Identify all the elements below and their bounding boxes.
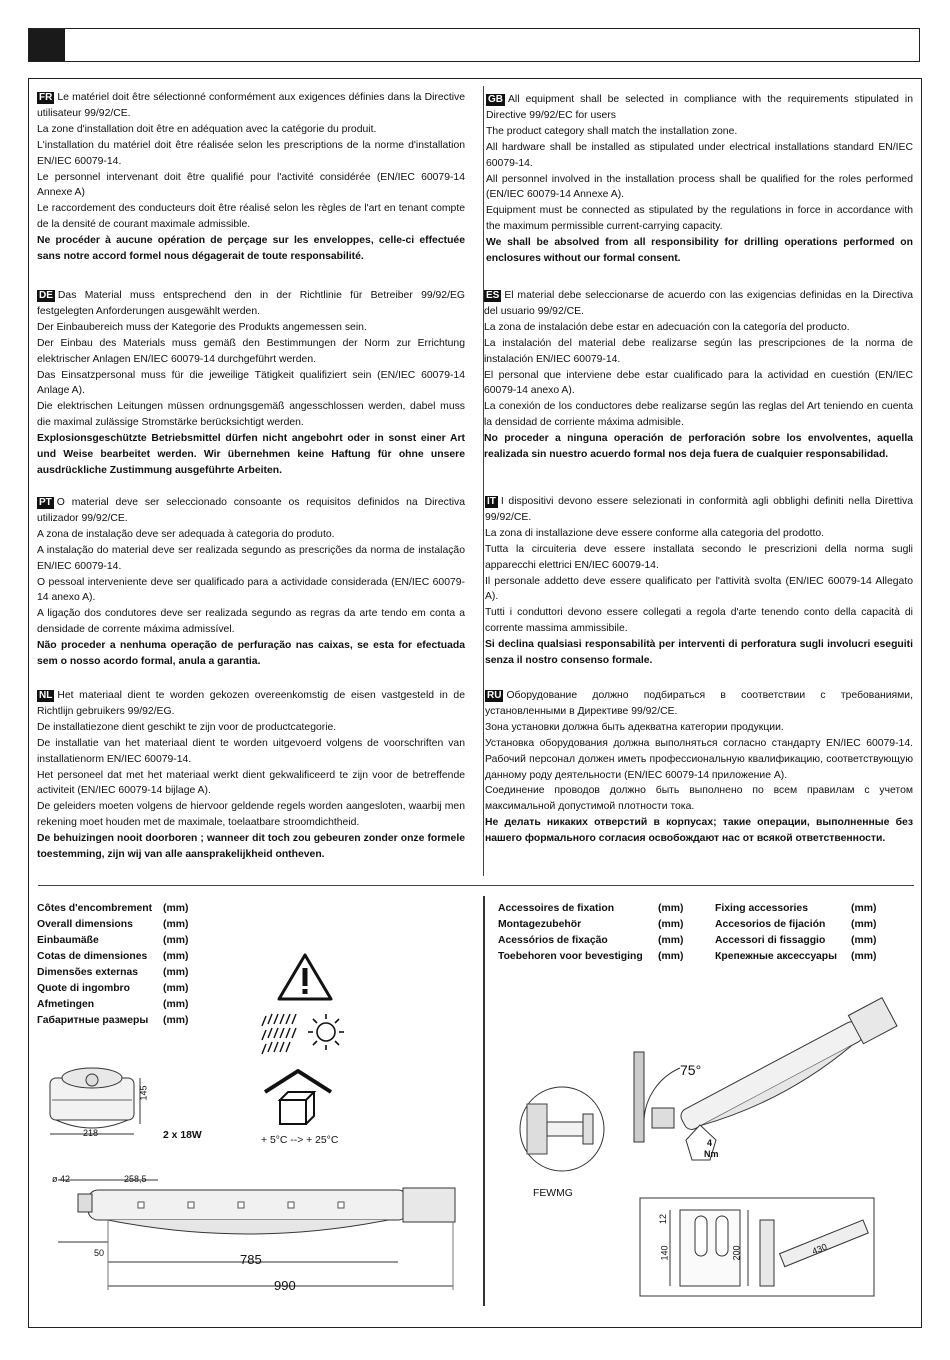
ru-warning: Не делать никаких отверстий в корпусах; такие операции, выполненные без нашего формального согласия освобождают нас от всякой ответственности. <box>485 817 913 845</box>
fr-warning: Ne procéder à aucune opération de perçage sur les enveloppes, celle-ci effectuée sans notre accord formel nous dégagerait de toute responsabilité. <box>37 235 465 263</box>
dim-label: Cotas de dimensiones <box>37 951 148 962</box>
dim-unit: (mm) <box>163 935 189 946</box>
de-line-4: Das Einsatzpersonal muss für die jeweilige Tätigkeit qualifiziert sein (EN/IEC 60079-14 Anlage A). <box>37 369 465 397</box>
pt-line-3: A instalação do material deve ser realizada segundo as prescrições da norma de instalação EN/IEC 60079-14. <box>37 544 465 572</box>
gb-line-2: The product category shall match the installation zone. <box>486 125 738 137</box>
fr-line-2: La zone d'installation doit être en adéquation avec la catégorie du produit. <box>37 123 377 135</box>
dimensions-table <box>37 901 188 1029</box>
pt-line-2: A zona de instalação deve ser adequada à categoria do produto. <box>37 528 335 540</box>
acc-label: Fixing accessories <box>715 903 808 914</box>
dim-50-label: 50 <box>94 1248 105 1258</box>
accessories-table <box>498 901 876 965</box>
acc-unit: (mm) <box>851 919 877 930</box>
dim-785-label: 785 <box>240 1252 262 1267</box>
it-warning: Si declina qualsiasi responsabilità per interventi di perforatura sugli involucri eseguiti senza il nostro consenso formale. <box>485 639 913 667</box>
it-line-2: La zona di installazione deve essere conforme alla categoria del prodotto. <box>485 527 825 539</box>
de-line-5: Die elektrischen Leitungen müssen ordnungsgemäß angesschlossen werden, dabel muss die maximal zulässige Stromstärke berücksichtigt werden. <box>37 401 465 429</box>
gb-line-5: Equipment must be connected as stipulated by the regulations in force in accordance with the maximum permissible current-carrying capacity. <box>486 205 913 233</box>
acc-label: Крепежные аксессуары <box>715 951 838 962</box>
ru-line-4: Соединение проводов должно быть выполнено по всем правилам с учетом максимальной допустимой плотности тока. <box>485 785 913 813</box>
dim-d42-label: ø 42 <box>52 1174 71 1184</box>
gb-warning: We shall be absolved from all responsibility for drilling operations performed on enclosures without our formal consent. <box>486 237 913 265</box>
acc-unit: (mm) <box>658 935 684 946</box>
acc-unit: (mm) <box>658 951 684 962</box>
section-de <box>37 288 465 479</box>
torque-unit-label: Nm <box>704 1149 719 1159</box>
luminaire-tilted-mount-view <box>630 990 920 1170</box>
es-line-3: La instalación del material debe realizarse según las prescripciones de la norma de instalación EN/IEC 60079-14. <box>484 337 913 365</box>
section-gb <box>486 92 913 267</box>
dim-12-label: 12 <box>658 1213 669 1225</box>
acc-unit: (mm) <box>851 903 877 914</box>
lang-badge-pt: PT <box>39 497 52 508</box>
acc-label: Accessori di fissaggio <box>715 935 826 946</box>
it-line-1: I dispositivi devono essere selezionati in conformità agli obblighi definiti nella Direttiva 99/92/CE. <box>485 496 913 523</box>
section-ru <box>485 688 913 847</box>
dim-unit: (mm) <box>163 903 189 914</box>
bracket-detail-view <box>640 1198 876 1298</box>
section-es <box>484 288 913 463</box>
ru-line-3: Установка оборудования должна выполняться согласно стандарту EN/IEC 60079-14. Рабочий персонал должен иметь профессиональную квалификацию, соответствующую данному роду деятельности (EN/IEC 60079-14 приложение A). <box>485 737 913 781</box>
dim-unit: (mm) <box>163 951 189 962</box>
lang-badge-es: ES <box>486 290 500 301</box>
pt-line-5: A ligação dos condutores deve ser realizada segundo as regras da arte tendo em conta a densidade de corrente máxima admissível. <box>37 608 465 636</box>
dim-unit: (mm) <box>163 983 189 994</box>
es-line-4: El personal que interviene debe estar cualificado para la actividad en cuestión (EN/IEC 60079-14 anexo A). <box>484 369 913 397</box>
header-black-block <box>29 29 65 61</box>
acc-label: Montagezubehör <box>498 919 582 930</box>
dim-label: Quote di ingombro <box>37 983 130 994</box>
dim-200-label: 200 <box>731 1245 742 1261</box>
nl-line-5: De geleiders moeten volgens de hiervoor geldende regels worden aangesloten, waarbij men rekening moet houden met de maximale, toelaatbare stroomdichtheid. <box>37 801 465 829</box>
pt-warning: Não proceder a nenhuma operação de perfuração nas caixas, se esta for efectuada sem o nosso acordo formal, anula a garantia. <box>37 640 465 668</box>
acc-unit: (mm) <box>851 935 877 946</box>
dim-label: Côtes d'encombrement <box>37 903 153 914</box>
section-it <box>485 494 913 669</box>
es-line-5: La conexión de los conductores debe realizarse según las reglas del Art teniendo en cuenta la densidad de corriente máxima admisible. <box>484 401 913 429</box>
dim-unit: (mm) <box>163 999 189 1010</box>
section-fr <box>37 90 465 265</box>
it-line-5: Tutti i conduttori devono essere collegati a regola d'arte tenendo conto della capacità di corrente massima ammissibile. <box>485 607 913 635</box>
dim-990-label: 990 <box>274 1278 296 1293</box>
dim-label: Afmetingen <box>37 999 95 1010</box>
acc-label: Acessórios de fixação <box>498 935 608 946</box>
lang-badge-ru: RU <box>487 690 502 701</box>
nl-line-3: De installatie van het materiaal dient te worden uitgevoerd volgens de voorschriften van installatienorm EN/IEC 60079-14. <box>37 737 465 765</box>
fr-line-4: Le personnel intervenant doit être qualifié pour l'activité considérée (EN/IEC 60079-14 Annexe A) <box>37 171 465 199</box>
indoor-shelter-icon <box>262 1066 334 1128</box>
acc-label: Toebehoren voor bevestiging <box>498 951 643 962</box>
section-pt <box>37 495 465 670</box>
lang-badge-nl: NL <box>39 690 53 701</box>
bracket-fewmg-drawing <box>517 1084 607 1174</box>
temperature-range-label: + 5°C --> + 25°C <box>261 1135 339 1146</box>
lang-badge-de: DE <box>39 290 53 301</box>
dim-145-label: 145 <box>138 1085 149 1101</box>
dim-label: Einbaumäße <box>37 935 99 946</box>
ru-line-1: Оборудование должно подбираться в соответствии с требованиями, установленными в Директиве 99/92/CE. <box>485 690 913 717</box>
dim-label: Dimensões externas <box>37 967 139 978</box>
bracket-code-label: FEWMG <box>533 1188 573 1199</box>
ru-line-2: Зона установки должна быть адекватна категории продукции. <box>485 721 784 733</box>
gb-line-4: All personnel involved in the installation process shall be qualified for the roles performed (EN/IEC 60079-14 Annexe A). <box>486 173 913 201</box>
acc-unit: (mm) <box>851 951 877 962</box>
acc-label: Accessoires de fixation <box>498 903 615 914</box>
es-line-2: La zona de instalación debe estar en adecuación con la categoría del producto. <box>484 321 850 333</box>
nl-line-1: Het materiaal dient te worden gekozen overeenkomstig de eisen vastgesteld in de Richtlijn gebruikers 99/92/EG. <box>37 690 465 717</box>
warning-triangle-icon <box>276 952 334 1002</box>
lang-badge-it: IT <box>487 496 496 507</box>
torque-value-label: 4 <box>707 1138 713 1148</box>
pt-line-4: O pessoal interveniente deve ser qualificado para a actividade considerada (EN/IEC 60079-14 anexo A). <box>37 576 465 604</box>
fr-line-5: Le raccordement des conducteurs doit être réalisé selon les règles de l'art en tenant compte de la densité de courant maximale admissible. <box>37 203 465 231</box>
it-line-3: Tutta la circuiteria deve essere installata secondo le prescrizioni della norma sugli apparecchi elettrici EN/IEC 60079-14. <box>485 543 913 571</box>
de-line-1: Das Material muss entsprechend den in der Richtlinie für Betreiber 99/92/EG festgelegten Anforderungen ausgewählt werden. <box>37 290 465 317</box>
dim-unit: (mm) <box>163 919 189 930</box>
header-bar <box>28 28 920 62</box>
luminaire-side-view <box>48 1170 468 1300</box>
angle-75-label: 75° <box>680 1062 702 1078</box>
gb-line-3: All hardware shall be installed as stipulated under electrical installations standard EN/IEC 60079-14. <box>486 141 913 169</box>
nl-line-4: Het personeel dat met het materiaal werkt dient gekwalificeerd te zijn voor de betreffende activiteit (EN/IEC 60079-14 bijlage A). <box>37 769 465 797</box>
dim-label: Overall dimensions <box>37 919 133 930</box>
acc-label: Accesorios de fijación <box>715 919 826 930</box>
dim-430-label: 430 <box>810 1241 829 1257</box>
drawings-divider <box>483 896 485 1306</box>
es-warning: No proceder a ninguna operación de perforación sobre los envolventes, aquella realizada sin nuestro acuerdo formal nos deja fuera de cualquier responsabilidad. <box>484 433 913 461</box>
fr-line-3: L'installation du matériel doit être réalisée selon les prescriptions de la norme d'installation EN/IEC 60079-14. <box>37 139 465 167</box>
pt-line-1: O material deve ser seleccionado consoante os requisitos definidos na Directiva utilizador 99/92/CE. <box>37 497 465 524</box>
it-line-4: Il personale addetto deve essere qualificato per l'attività svolta (EN/IEC 60079-14 Allegato A). <box>485 575 913 603</box>
acc-unit: (mm) <box>658 919 684 930</box>
section-nl <box>37 688 465 863</box>
nl-warning: De behuizingen nooit doorboren ; wanneer dit toch zou gebeuren zonder onze formele toestemming, zijn wij van alle aansprakelijkheid ontheven. <box>37 833 465 861</box>
lang-badge-fr: FR <box>39 92 53 103</box>
rain-sun-icon <box>258 1010 348 1062</box>
nl-line-2: De installatiezone dient geschikt te zijn voor de productcategorie. <box>37 721 337 733</box>
dim-label: Габаритные размеры <box>37 1015 149 1026</box>
fr-line-1: Le matériel doit être sélectionné conformément aux exigences définies dans la Directive utilisateur 99/92/CE. <box>37 92 465 119</box>
de-line-3: Der Einbau des Materials muss gemäß den Bestimmungen der Norm zur Errichtung elektrischer Anlagen EN/IEC 60079-14 durchgeführt werden. <box>37 337 465 365</box>
dim-unit: (mm) <box>163 1015 189 1026</box>
dim-258-label: 258,5 <box>124 1174 147 1184</box>
luminaire-front-view <box>42 1064 162 1144</box>
lamp-spec-label: 2 x 18W <box>163 1130 202 1141</box>
dim-218-label: 218 <box>83 1128 99 1138</box>
de-warning: Explosionsgeschützte Betriebsmittel dürfen nicht angebohrt oder in sonst einer Art und Weise bearbeitet werden. Wir übernehmen keine Haftung für ohne unsere ausdrückliche Zustimmung ausgeführte Arbeiten. <box>37 433 465 476</box>
column-divider <box>483 86 484 876</box>
de-line-2: Der Einbaubereich muss der Kategorie des Produkts angemessen sein. <box>37 321 367 333</box>
gb-line-1: All equipment shall be selected in compliance with the requirements stipulated in Directive 99/92/EC for users <box>486 94 913 121</box>
es-line-1: El material debe seleccionarse de acuerdo con las exigencias definidas en la Directiva del usuario 99/92/CE. <box>484 290 913 317</box>
dim-140-label: 140 <box>659 1245 670 1261</box>
lang-badge-gb: GB <box>488 94 503 105</box>
dim-unit: (mm) <box>163 967 189 978</box>
acc-unit: (mm) <box>658 903 684 914</box>
section-divider <box>38 885 914 886</box>
